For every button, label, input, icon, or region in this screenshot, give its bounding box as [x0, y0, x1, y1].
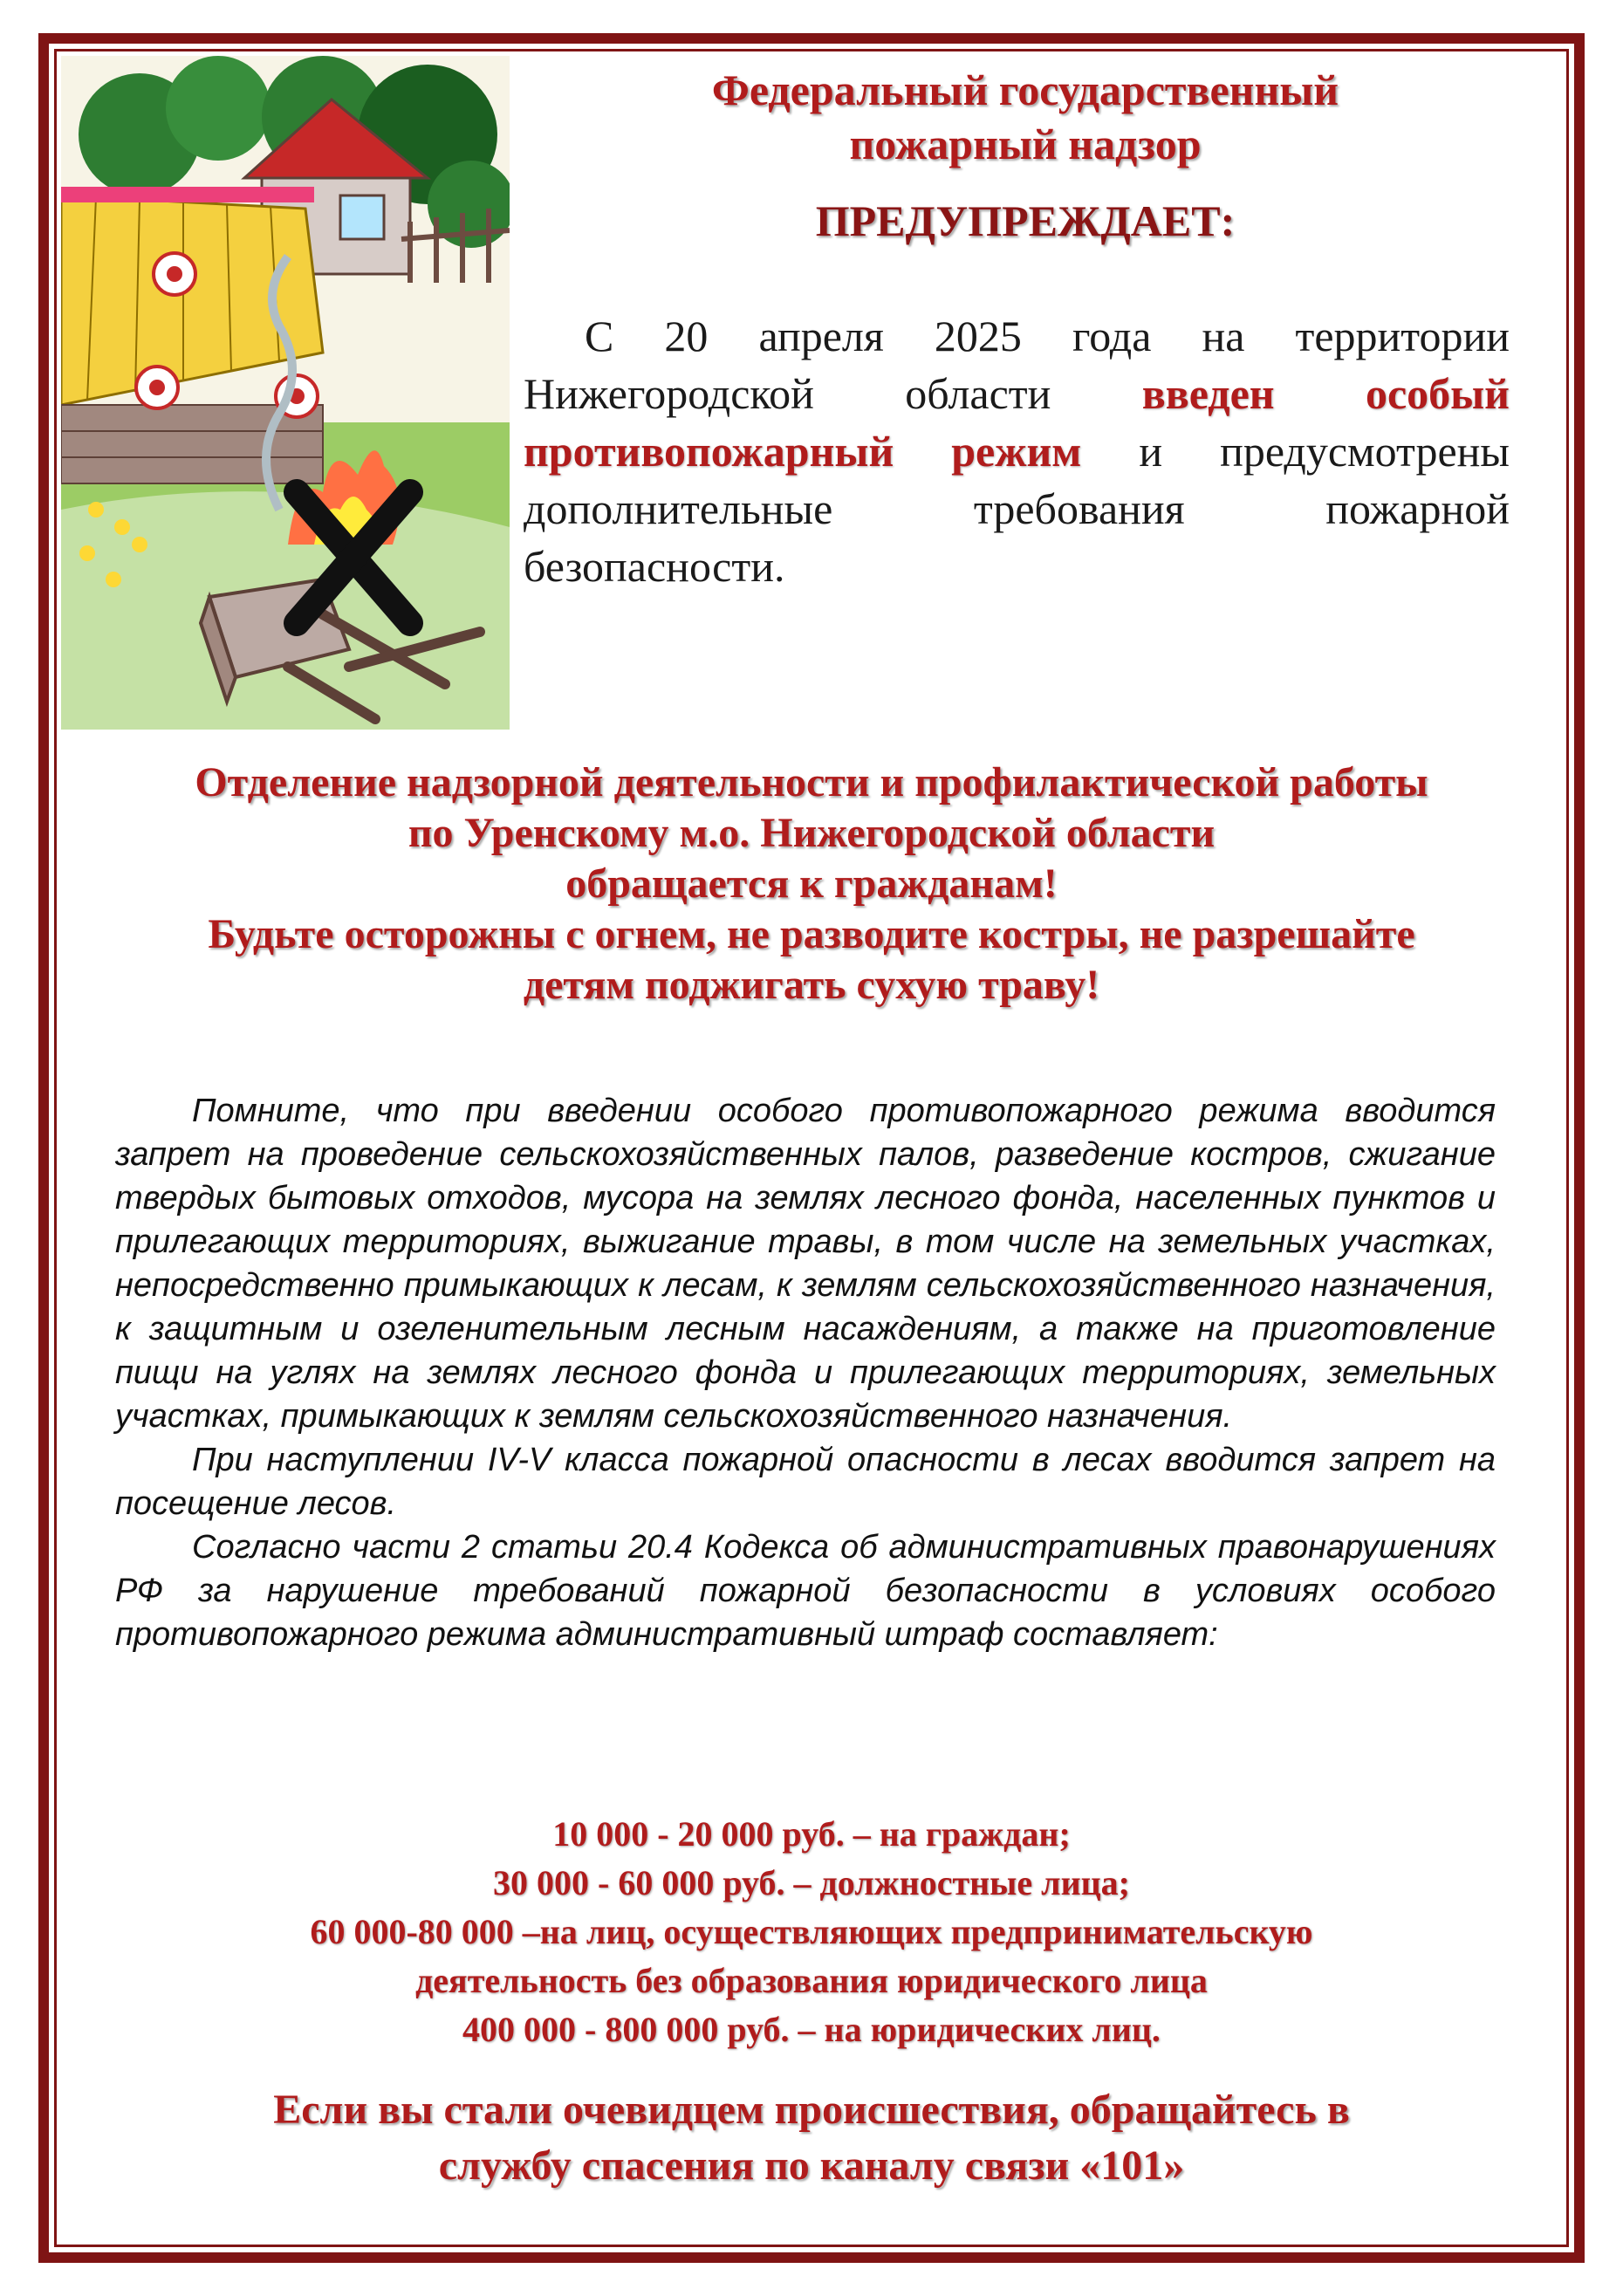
rules-paragraph-2: При наступлении IV-V класса пожарной опасности в лесах вводится запрет на посещение лесов.: [115, 1442, 1496, 1522]
warning-heading: ПРЕДУПРЕЖДАЕТ:: [815, 196, 1236, 245]
appeal-line-5: детям поджигать сухую траву!: [523, 962, 1100, 1008]
footer-line-1: Если вы стали очевидцем происшествия, обращайтесь в: [273, 2087, 1350, 2133]
appeal-line-3: обращается к гражданам!: [565, 860, 1058, 907]
footer-line-2: службу спасения по каналу связи «101»: [438, 2142, 1185, 2189]
intro-paragraph: [524, 307, 1510, 595]
fine-citizens: 10 000 - 20 000 руб. – на граждан;: [552, 1814, 1071, 1854]
fine-legal-entities: 400 000 - 800 000 руб. – на юридических лиц.: [462, 2010, 1161, 2049]
fine-officials: 30 000 - 60 000 руб. – должностные лица;: [493, 1863, 1130, 1902]
fine-entrepreneurs-line-1: 60 000-80 000 –на лиц, осуществляющих предпринимательскую: [310, 1912, 1313, 1951]
fines-list: [87, 1810, 1536, 2054]
appeal-line-1: Отделение надзорной деятельности и профилактической работы: [195, 759, 1428, 805]
intro-text-end: и предусмотрены дополнительные требования пожарной безопасности.: [524, 427, 1510, 591]
title-block: [541, 63, 1510, 248]
appeal-block: [70, 757, 1553, 1011]
rules-text: [115, 1089, 1496, 1656]
footer-call-to-action: [87, 2082, 1536, 2194]
title-line-1: Федеральный государственный: [711, 65, 1339, 114]
intro-text-start: С 20 апреля 2025 года на территории Нижегородской области: [524, 312, 1510, 418]
appeal-line-2: по Уренскому м.о. Нижегородской области: [407, 810, 1216, 856]
fine-entrepreneurs-line-2: деятельность без образования юридического лица: [415, 1961, 1208, 2000]
rules-paragraph-3: Согласно части 2 статьи 20.4 Кодекса об административных правонарушениях РФ за нарушение требований пожарной безопасности в условиях особого противопожарного режима административный штраф составляет:: [115, 1529, 1496, 1653]
appeal-line-4: Будьте осторожны с огнем, не разводите костры, не разрешайте: [208, 911, 1415, 957]
rules-paragraph-1: Помните, что при введении особого противопожарного режима вводится запрет на проведение сельскохозяйственных палов, разведение костров, сжигание твердых бытовых отходов, мусора на землях лесного фонда, населенных пунктов и прилегающих территориях, выжигание травы, в том числе на земельных участках, непосредственно примыкающих к лесам, к землям сельскохозяйственного назначения, к защитным и озеленительным лесным насаждениям, а также на приготовление пищи на углях на землях лесного фонда и прилегающих территориях, земельных участках, примыкающих к землям сельскохозяйственного назначения.: [115, 1093, 1496, 1435]
no-campfire-illustration: [61, 56, 510, 730]
intro-highlight: введен особый противопожарный режим: [524, 369, 1510, 476]
title-line-2: пожарный надзор: [849, 120, 1202, 168]
